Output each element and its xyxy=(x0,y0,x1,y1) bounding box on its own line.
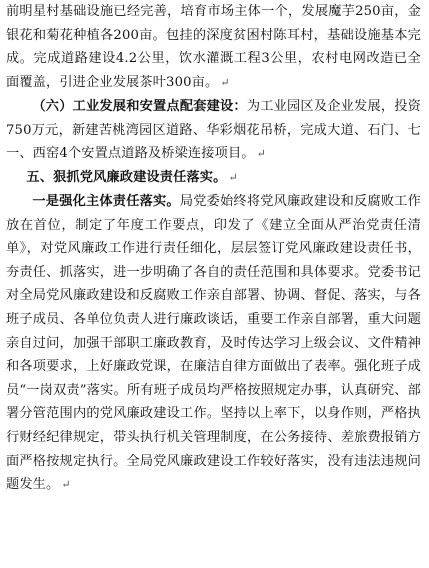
paragraph-mark: ↵ xyxy=(61,478,71,492)
paragraph-responsibility xyxy=(6,190,421,497)
paragraph-poverty-villages xyxy=(6,0,421,94)
paragraph-mark: ↵ xyxy=(228,171,238,184)
paragraph-industrial-development xyxy=(6,95,421,166)
paragraph-text: 前明星村基础设施已经完善，培育市场主体一个，发展魔芋250亩，金银花和菊花种植各200亩。包挂的深度贫困村陈耳村，基础设施基本完成。完成道路建设4.2公里，饮水灌溉工程3公里，农村电网改造已全面覆盖，引进企业发展茶叶300亩。 xyxy=(6,4,421,90)
paragraph-mark: ↵ xyxy=(256,147,266,161)
paragraph-text: 为工业园区及企业发展，投资750万元，新建苦桃湾园区道路、华彩烟花吊桥，完成大道、石门、七一、西窑4个安置点道路及桥梁连接项目。 xyxy=(6,99,421,162)
section-heading-text: 五、狠抓党风廉政建设责任落实。 xyxy=(26,170,227,185)
paragraph-text: 局党委始终将党风廉政建设和反腐败工作放在首位，制定了年度工作要点，印发了《建立全面从严治党责任清单》，对党风廉政工作进行责任细化，层层签订党风廉政建设责任书，夯责任、抓落实，进一步明确了各自的责任范围和具体要求。党委书记对全局党风廉政建设和反腐败工作亲自部署、协调、督促、落实，与各班子成员、各单位负责人进行廉政谈话，重要工作亲自部署，重大问题亲自过问，加强干部职工廉政教育，及时传达学习上级会议、文件精神和各项要求，上好廉政党课，在廉洁自律方面做出了表率。强化班子成员“一岗双责”落实。所有班子成员均严格按照规定办事，认真研究、部署分管范围内的党风廉政建设工作。坚持以上率下，以身作则，严格执行财经纪律规定，带头执行机关管理制度，在公务接待、差旅费报销方面严格按规定执行。全局党风廉政建设工作较好落实，没有违法违规问题发生。 xyxy=(6,194,422,493)
section-heading-5 xyxy=(0,166,429,190)
paragraph-heading: （六）工业发展和安置点配套建设： xyxy=(32,99,247,114)
paragraph-heading: 一是强化主体责任落实。 xyxy=(32,194,180,209)
paragraph-mark: ↵ xyxy=(220,75,230,89)
